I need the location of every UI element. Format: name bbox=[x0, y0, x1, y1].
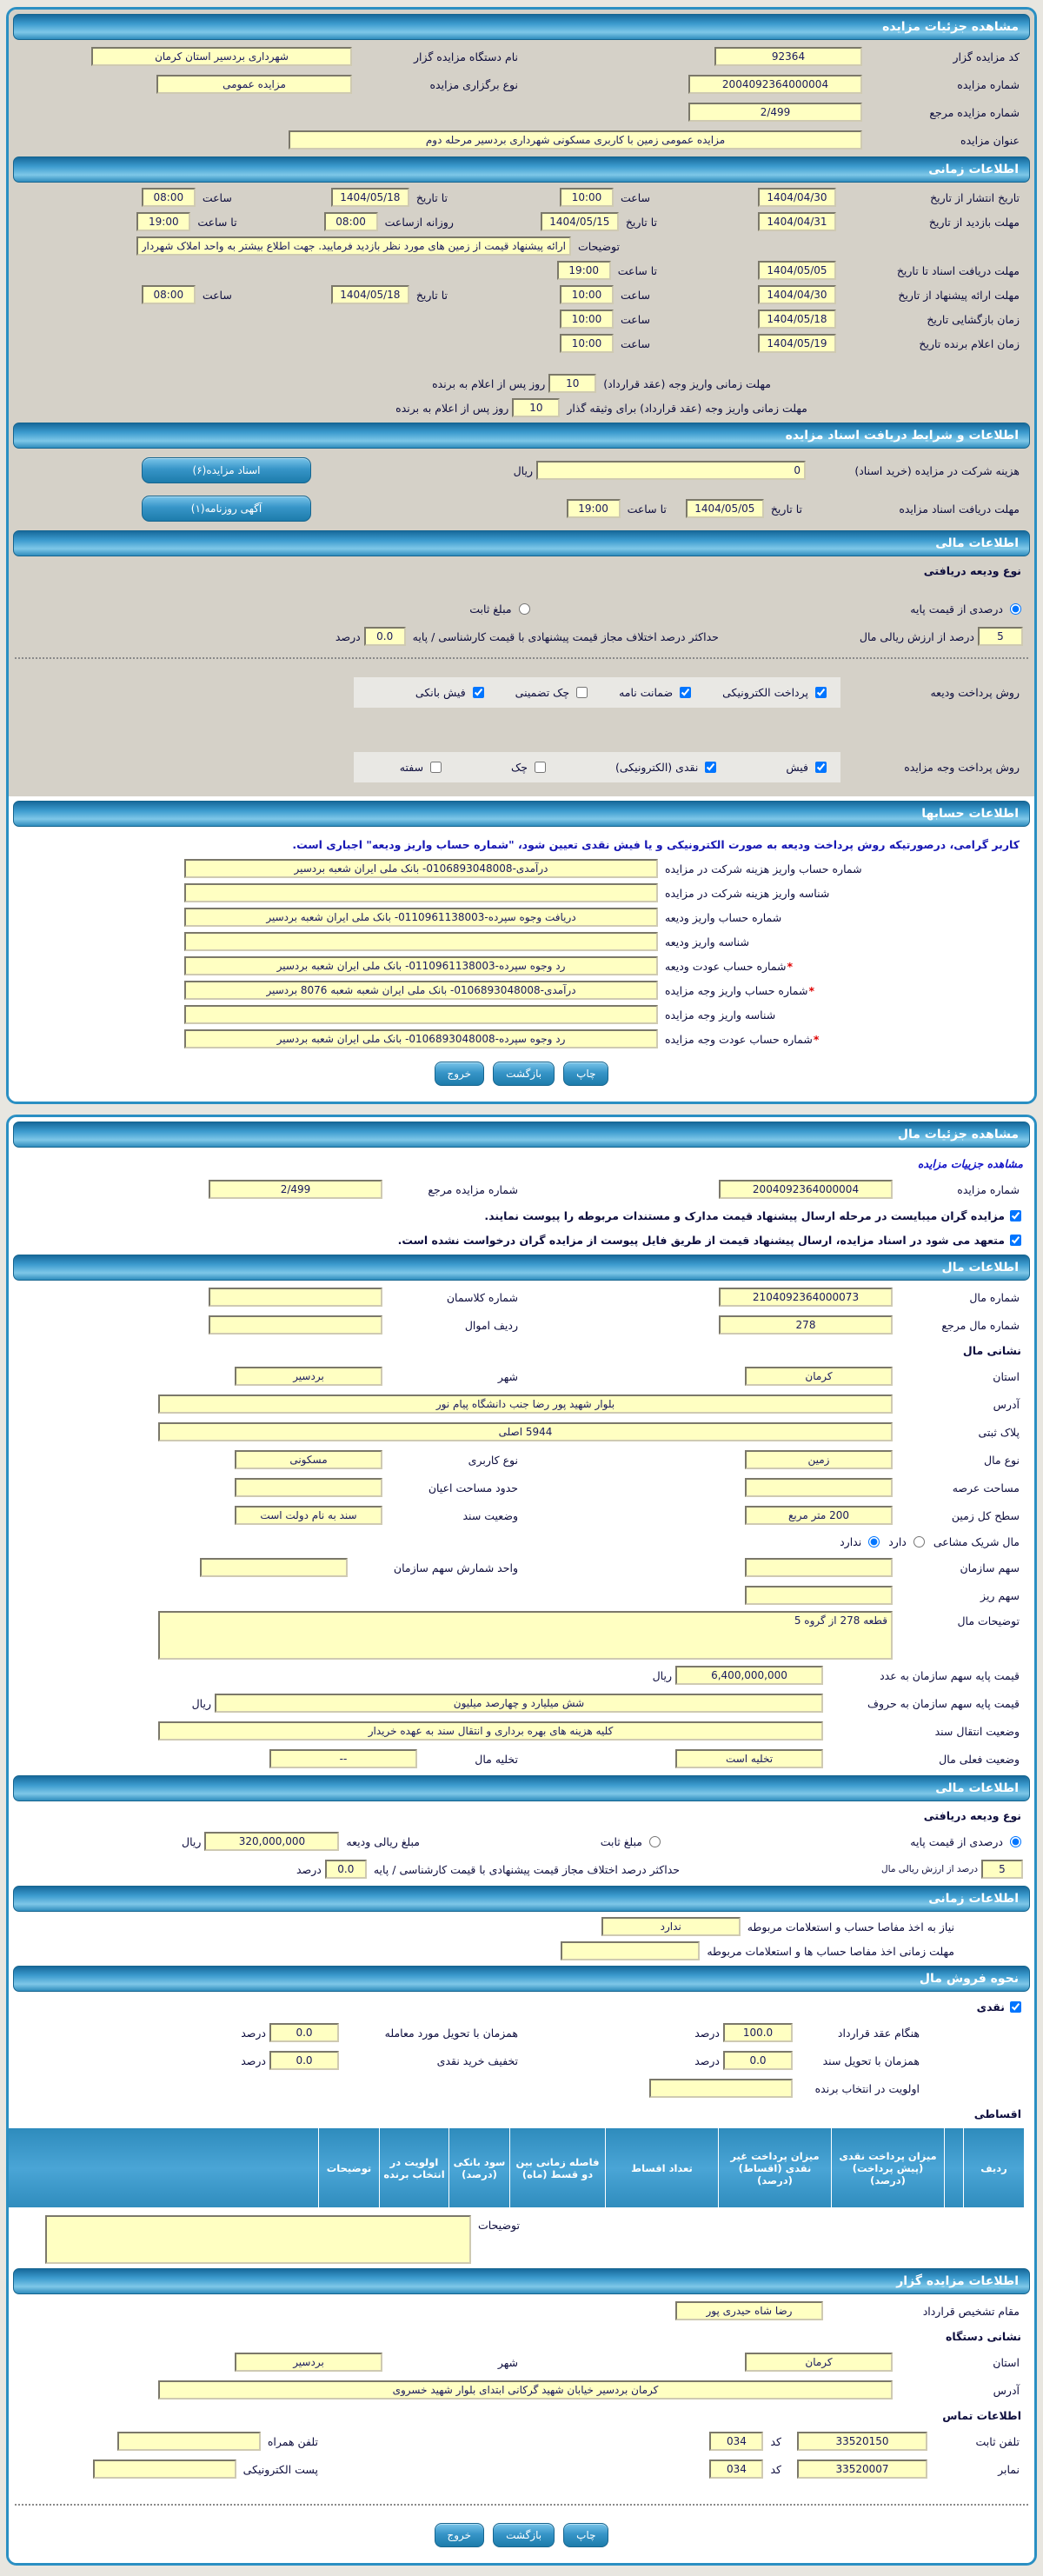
col-priority: اولویت در انتخاب برنده bbox=[380, 2128, 449, 2208]
joint-owner-no-label: ندارد bbox=[840, 1534, 862, 1548]
section-asset-financial-header bbox=[13, 1775, 1030, 1801]
section-accounts-header bbox=[13, 801, 1030, 827]
current-status-label: وضعیت فعلی مال bbox=[939, 1752, 1020, 1766]
timing-section bbox=[11, 185, 1032, 420]
clearance-need-input[interactable] bbox=[601, 1917, 741, 1936]
landline-code-label: کد bbox=[770, 2434, 781, 2448]
section-timing-header bbox=[13, 156, 1030, 183]
publish-to-date-input[interactable] bbox=[331, 188, 409, 207]
at-delivery-input[interactable] bbox=[269, 2023, 339, 2042]
auction-number-label: شماره مزایده bbox=[957, 77, 1020, 91]
opening-time-input[interactable] bbox=[560, 310, 614, 329]
panel-title-asset bbox=[13, 1122, 1030, 1148]
commit-no-file-checkbox[interactable] bbox=[1010, 1235, 1021, 1246]
visit-time-to-input[interactable] bbox=[136, 212, 190, 231]
at-delivery-percent-label: درصد bbox=[241, 2026, 266, 2040]
divider bbox=[15, 657, 1028, 659]
print-button[interactable]: چاپ bbox=[563, 1062, 608, 1086]
asset-maxdiff-label: حداکثر درصد اختلاف مجاز قیمت پیشنهادی با قیمت کارشناسی / پایه bbox=[373, 1862, 681, 1876]
payment-deadline-suffix: روز پس از اعلام به برنده bbox=[432, 376, 546, 390]
winner-date-input[interactable] bbox=[758, 334, 836, 353]
receive-docs-time-input[interactable] bbox=[557, 261, 611, 280]
org-name-input[interactable] bbox=[91, 47, 352, 66]
org-address-input[interactable] bbox=[158, 2380, 893, 2400]
at-contract-label: هنگام عقد قرارداد bbox=[837, 2026, 920, 2040]
section-docs-header bbox=[13, 423, 1030, 449]
auction-payment-id-label: شناسه واریز وجه مزایده bbox=[665, 1008, 776, 1022]
visit-from-date-input[interactable] bbox=[758, 212, 836, 231]
electronic-payment-label: پرداخت الکترونیکی bbox=[722, 685, 808, 699]
fax-label: نمابر bbox=[998, 2462, 1020, 2476]
receive-docs-date-input[interactable] bbox=[758, 261, 836, 280]
asset-maxdiff-input[interactable] bbox=[325, 1860, 367, 1879]
registration-plate-label: پلاک ثبتی bbox=[978, 1425, 1020, 1439]
org-city-input[interactable] bbox=[235, 2353, 382, 2372]
asset-ref-number-label: شماره مال مرجع bbox=[941, 1318, 1020, 1332]
certified-check-checkbox[interactable] bbox=[576, 687, 588, 698]
exit-button[interactable]: خروج bbox=[435, 2523, 485, 2547]
section-docs-title: اطلاعات و شرایط دریافت اسناد مزایده bbox=[785, 429, 1019, 443]
general-section bbox=[11, 43, 1032, 154]
deposit-fixed-radio-label: مبلغ ثابت bbox=[469, 602, 512, 616]
winner-time-input[interactable] bbox=[560, 334, 614, 353]
publish-to-time-input[interactable] bbox=[142, 188, 196, 207]
col-spacer bbox=[945, 2128, 964, 2208]
at-deed-label: همزمان با تحویل سند bbox=[822, 2053, 920, 2067]
auction-payment-account-text: شماره حساب واریز وجه مزایده bbox=[665, 983, 808, 997]
winner-announce-label: زمان اعلام برنده تاریخ bbox=[919, 336, 1020, 350]
asset-maxdiff-percent-label: درصد bbox=[296, 1862, 322, 1876]
timing-desc-label: توضیحات bbox=[578, 239, 620, 253]
publish-to-date-label: تا تاریخ bbox=[415, 190, 448, 204]
deposit-methods-group bbox=[354, 677, 840, 708]
joint-owner-label: مال شریک مشاعی bbox=[933, 1534, 1020, 1548]
current-status-input[interactable] bbox=[675, 1749, 823, 1768]
sale-desc-textarea[interactable] bbox=[45, 2215, 471, 2264]
auction-docs-button[interactable]: اسناد مزایده(۶) bbox=[142, 457, 311, 483]
org-share-input[interactable] bbox=[745, 1558, 893, 1577]
payment-deadline-label: مهلت زمانی واریز وجه (عقد قرارداد) bbox=[603, 376, 771, 390]
landline-label: تلفن ثابت bbox=[975, 2434, 1020, 2448]
joint-owner-yes-label: دارد bbox=[888, 1534, 907, 1548]
cash-sale-label: نقدی bbox=[976, 2000, 1005, 2014]
visit-daily-label: روزانه ازساعت bbox=[384, 215, 454, 229]
certified-check-label: چک تضمینی bbox=[515, 685, 570, 699]
panel-title-asset-text: مشاهده جزئیات مال bbox=[897, 1128, 1019, 1142]
electronic-payment-checkbox[interactable] bbox=[815, 687, 827, 698]
section-asset-financial-title: اطلاعات مالی bbox=[935, 1781, 1019, 1795]
fax-input[interactable] bbox=[797, 2460, 927, 2479]
panel1-buttons bbox=[11, 1051, 1032, 1093]
at-contract-input[interactable] bbox=[723, 2023, 793, 2042]
auction-type-label: نوع برگزاری مزایده bbox=[429, 77, 518, 91]
contract-authority-label: مقام تشخیص قرارداد bbox=[922, 2304, 1020, 2318]
docs-deadline-hour-label: تا ساعت bbox=[627, 502, 667, 516]
deposit-percent-radio-label: درصدی از قیمت پایه bbox=[910, 602, 1003, 616]
auction-type-input[interactable] bbox=[156, 75, 352, 94]
asset-auction-ref-label: شماره مزایده مرجع bbox=[428, 1182, 518, 1196]
asset-province-input[interactable] bbox=[745, 1367, 893, 1386]
offer-to-hour-label: ساعت bbox=[202, 288, 232, 302]
panel-title-auction bbox=[13, 14, 1030, 40]
share-detail-label: سهم ریز bbox=[980, 1588, 1020, 1602]
deposit-account-label: شماره حساب واریز ودیعه bbox=[665, 910, 782, 924]
docs-deadline-time-input[interactable] bbox=[567, 499, 621, 518]
deposit-id-input[interactable] bbox=[184, 932, 658, 951]
asset-desc-textarea[interactable] bbox=[158, 1611, 893, 1660]
receive-docs-hour-label: تا ساعت bbox=[617, 263, 657, 277]
org-province-label: استان bbox=[993, 2355, 1020, 2369]
asset-timing-section bbox=[11, 1914, 1032, 1963]
fee-deposit-id-input[interactable] bbox=[184, 883, 658, 902]
col-noncash-payment: میزان پرداخت غیر نقدی (اقساط) (درصد) bbox=[719, 2128, 832, 2208]
accounts-section bbox=[11, 856, 1032, 1051]
section-sale-header bbox=[13, 1966, 1030, 1992]
auction-payment-methods-label: روش پرداخت وجه مزایده bbox=[904, 760, 1020, 774]
asset-ref-number-input[interactable] bbox=[719, 1315, 893, 1335]
fax-code-label: کد bbox=[770, 2462, 781, 2476]
deposit-type-heading: نوع ودیعه دریافتی bbox=[923, 564, 1021, 577]
share-unit-input[interactable] bbox=[200, 1558, 348, 1577]
asset-city-input[interactable] bbox=[235, 1367, 382, 1386]
timing-desc-input[interactable] bbox=[136, 236, 571, 256]
cash-discount-percent-label: درصد bbox=[241, 2053, 266, 2067]
payment-deadline2-label: مهلت زمانی واریز وجه (عقد قرارداد) برای وثیقه گذار bbox=[567, 401, 807, 415]
org-city-label: شهر bbox=[497, 2355, 518, 2369]
asset-deposit-type-heading: نوع ودیعه دریافتی bbox=[923, 1809, 1021, 1822]
payment-deadline-days-input[interactable] bbox=[548, 374, 596, 393]
asset-row-input[interactable] bbox=[209, 1315, 382, 1335]
share-unit-label: واحد شمارش سهم سازمان bbox=[393, 1561, 518, 1574]
back-button[interactable]: بازگشت bbox=[493, 1062, 555, 1086]
publish-from-hour-label: ساعت bbox=[620, 190, 650, 204]
auctioneer-code-label: کد مزایده گزار bbox=[953, 50, 1020, 63]
publish-from-date-input[interactable] bbox=[758, 188, 836, 207]
org-name-label: نام دستگاه مزایده گزار bbox=[413, 50, 518, 63]
asset-deposit-fixed-radio-label: مبلغ ثابت bbox=[600, 1834, 642, 1848]
deposit-fixed-radio[interactable] bbox=[519, 603, 530, 615]
sale-desc-label: توضیحات bbox=[478, 2219, 520, 2232]
section-sale-title: نحوه فروش مال bbox=[919, 1972, 1019, 1986]
docs-deadline-label: مهلت دریافت اسناد مزایده bbox=[899, 502, 1020, 516]
deposit-amount-label: مبلغ ریالی ودیعه bbox=[346, 1834, 420, 1848]
auction-details-link[interactable]: مشاهده جزییات مزایده bbox=[917, 1156, 1023, 1170]
offer-from-date-input[interactable] bbox=[758, 285, 836, 304]
deposit-percent-radio[interactable] bbox=[1010, 603, 1021, 615]
offer-from-time-input[interactable] bbox=[560, 285, 614, 304]
clearance-deadline-input[interactable] bbox=[561, 1941, 700, 1960]
asset-number-label: شماره مال bbox=[969, 1290, 1020, 1304]
deposit-return-account-input[interactable] bbox=[184, 956, 658, 975]
fee-deposit-account-label: شماره حساب واریز هزینه شرکت در مزایده bbox=[665, 862, 862, 875]
usage-type-input[interactable] bbox=[235, 1450, 382, 1469]
maxdiff-input[interactable] bbox=[364, 627, 406, 646]
fee-deposit-id-label: شناسه واریز هزینه شرکت در مزایده bbox=[665, 886, 830, 900]
building-area-label: حدود مساحت اعیان bbox=[428, 1481, 518, 1494]
clearance-deadline-label: مهلت زمانی اخذ مفاصا حساب ها و استعلامات مربوطه bbox=[707, 1944, 954, 1958]
back-button[interactable]: بازگشت bbox=[493, 2523, 555, 2547]
winner-priority-input[interactable] bbox=[649, 2079, 793, 2098]
deposit-amount-input[interactable] bbox=[204, 1832, 339, 1851]
asset-percent-value-label: درصد از ارزش ریالی مال bbox=[881, 1864, 978, 1874]
deed-status-label: وضعیت سند bbox=[462, 1508, 518, 1522]
section-asset-timing-title: اطلاعات زمانی bbox=[928, 1892, 1019, 1906]
visit-time-to-label: تا ساعت bbox=[197, 215, 237, 229]
col-installment-count: تعداد اقساط bbox=[606, 2128, 719, 2208]
asset-city-label: شهر bbox=[497, 1369, 518, 1383]
check-label: چک bbox=[511, 760, 528, 774]
payment-deadline2-days-input[interactable] bbox=[512, 398, 560, 417]
payment-deadline2-suffix: روز پس از اعلام به برنده bbox=[395, 401, 509, 415]
base-price-input[interactable] bbox=[675, 1666, 823, 1685]
offer-from-hour-label: ساعت bbox=[620, 288, 650, 302]
visit-time-from-input[interactable] bbox=[324, 212, 378, 231]
col-row: ردیف bbox=[964, 2128, 1025, 2208]
contract-authority-input[interactable] bbox=[675, 2301, 823, 2320]
deposit-return-account-text: شماره حساب عودت ودیعه bbox=[665, 959, 787, 973]
asset-deposit-fixed-radio[interactable] bbox=[649, 1836, 661, 1847]
section-asset-title: اطلاعات مال bbox=[941, 1261, 1019, 1275]
receive-docs-label: مهلت دریافت اسناد تا تاریخ bbox=[896, 263, 1020, 277]
winner-priority-label: اولویت در انتخاب برنده bbox=[814, 2081, 920, 2095]
auction-payment-account-label bbox=[658, 984, 910, 997]
auction-return-account-label bbox=[658, 1033, 910, 1046]
auction-title-input[interactable] bbox=[289, 130, 862, 150]
guarantee-letter-checkbox[interactable] bbox=[680, 687, 691, 698]
total-land-input[interactable] bbox=[745, 1506, 893, 1525]
cash-discount-label: تخفیف خرید نقدی bbox=[436, 2053, 518, 2067]
evacuation-label: تخلیه مال bbox=[475, 1752, 518, 1766]
at-contract-percent-label: درصد bbox=[694, 2026, 720, 2040]
opening-hour-label: ساعت bbox=[620, 312, 650, 326]
share-detail-input[interactable] bbox=[745, 1586, 893, 1605]
asset-section bbox=[11, 1283, 1032, 1773]
evacuation-input[interactable] bbox=[269, 1749, 417, 1768]
required-star: * bbox=[787, 959, 794, 973]
joint-owner-no-radio[interactable] bbox=[868, 1536, 880, 1548]
deposit-percent-value-input[interactable] bbox=[978, 627, 1023, 646]
base-price-rial-label: ریال bbox=[652, 1668, 672, 1682]
joint-owner-yes-radio[interactable] bbox=[913, 1536, 925, 1548]
divider bbox=[15, 2504, 1028, 2506]
org-province-input[interactable] bbox=[745, 2353, 893, 2372]
promissory-note-label: سفته bbox=[399, 760, 424, 774]
check-checkbox[interactable] bbox=[535, 762, 546, 773]
section-announcer-header bbox=[13, 2268, 1030, 2294]
panel2-buttons bbox=[11, 2513, 1032, 2554]
bank-receipt-checkbox[interactable] bbox=[473, 687, 484, 698]
visit-to-date-input[interactable] bbox=[541, 212, 619, 231]
usage-type-label: نوع کاربری bbox=[468, 1453, 518, 1467]
asset-percent-value-input[interactable] bbox=[981, 1860, 1023, 1879]
col-empty bbox=[6, 2128, 319, 2208]
col-notes: توضیحات bbox=[319, 2128, 380, 2208]
col-cash-payment: میزان پرداخت نقدی (پیش پرداخت) (درصد) bbox=[832, 2128, 945, 2208]
deed-transfer-input[interactable] bbox=[158, 1721, 823, 1741]
auction-ref-input[interactable] bbox=[688, 103, 862, 122]
participation-fee-input[interactable] bbox=[536, 461, 806, 480]
offer-to-date-label: تا تاریخ bbox=[415, 288, 448, 302]
at-delivery-label: همزمان با تحویل مورد معامله bbox=[384, 2026, 518, 2040]
at-deed-percent-label: درصد bbox=[694, 2053, 720, 2067]
section-timing-title: اطلاعات زمانی bbox=[928, 163, 1019, 176]
installment-heading: اقساطی bbox=[973, 2107, 1021, 2120]
required-star: * bbox=[808, 983, 815, 997]
attach-docs-checkbox[interactable] bbox=[1010, 1210, 1021, 1221]
org-share-label: سهم سازمان bbox=[960, 1561, 1020, 1574]
asset-auction-ref-input[interactable] bbox=[209, 1180, 382, 1199]
print-button[interactable]: چاپ bbox=[563, 2523, 608, 2547]
announcer-section bbox=[11, 2297, 1032, 2483]
auction-payment-account-input[interactable] bbox=[184, 981, 658, 1000]
fee-deposit-account-input[interactable] bbox=[184, 859, 658, 878]
asset-deposit-percent-radio[interactable] bbox=[1010, 1836, 1021, 1847]
auction-title-label: عنوان مزایده bbox=[960, 133, 1020, 147]
accounts-notice: کاربر گرامی، درصورتیکه روش پرداخت ودیعه به صورت الکترونیکی و یا فیش نقدی تعیین شود، "شماره حساب واریز ودیعه" اجباری است. bbox=[292, 838, 1020, 851]
registration-plate-input[interactable] bbox=[158, 1422, 893, 1441]
financial-section bbox=[11, 559, 1032, 793]
asset-province-label: استان bbox=[993, 1369, 1020, 1383]
email-input[interactable] bbox=[93, 2460, 236, 2479]
offer-to-date-input[interactable] bbox=[331, 285, 409, 304]
org-address-label: آدرس bbox=[993, 2383, 1020, 2397]
deposit-return-account-label bbox=[658, 960, 910, 973]
docs-section bbox=[11, 451, 1032, 528]
classification-number-label: شماره کلاسمان bbox=[446, 1290, 518, 1304]
asset-type-input[interactable] bbox=[745, 1450, 893, 1469]
section-financial-header bbox=[13, 530, 1030, 556]
asset-details-panel bbox=[6, 1115, 1037, 2566]
section-accounts-title: اطلاعات حسابها bbox=[921, 807, 1019, 821]
mobile-label: تلفن همراه bbox=[267, 2434, 318, 2448]
contact-heading: اطلاعات تماس bbox=[942, 2409, 1021, 2422]
section-announcer-title: اطلاعات مزایده گزار bbox=[896, 2274, 1019, 2288]
auction-number-input[interactable] bbox=[688, 75, 862, 94]
sale-section bbox=[11, 1994, 1032, 2266]
landline-code-input[interactable] bbox=[709, 2432, 763, 2451]
asset-auction-number-input[interactable] bbox=[719, 1180, 893, 1199]
asset-type-label: نوع مال bbox=[984, 1453, 1020, 1467]
visit-date-label: مهلت بازدید از تاریخ bbox=[928, 215, 1020, 229]
fish-checkbox[interactable] bbox=[815, 762, 827, 773]
at-deed-input[interactable] bbox=[723, 2051, 793, 2070]
cash-electronic-checkbox[interactable] bbox=[705, 762, 716, 773]
auction-payment-id-input[interactable] bbox=[184, 1005, 658, 1024]
asset-deposit-percent-radio-label: درصدی از قیمت پایه bbox=[910, 1834, 1003, 1848]
offer-deadline-label: مهلت ارائه پیشنهاد از تاریخ bbox=[898, 288, 1020, 302]
deposit-account-input[interactable] bbox=[184, 908, 658, 927]
guarantee-letter-label: ضمانت نامه bbox=[619, 685, 674, 699]
auction-return-account-input[interactable] bbox=[184, 1029, 658, 1048]
fax-code-input[interactable] bbox=[709, 2460, 763, 2479]
visit-to-date-label: تا تاریخ bbox=[625, 215, 657, 229]
opening-time-label: زمان بازگشایی تاریخ bbox=[927, 312, 1020, 326]
asset-address-heading: نشانی مال bbox=[962, 1344, 1021, 1357]
promissory-note-checkbox[interactable] bbox=[430, 762, 442, 773]
auction-return-account-text: شماره حساب عودت وجه مزایده bbox=[665, 1032, 813, 1046]
installments-table bbox=[6, 2127, 1025, 2208]
asset-address-input[interactable] bbox=[158, 1395, 893, 1414]
building-area-input[interactable] bbox=[235, 1478, 382, 1497]
asset-number-input[interactable] bbox=[719, 1288, 893, 1307]
base-price-words-input[interactable] bbox=[215, 1694, 823, 1713]
required-star: * bbox=[813, 1032, 820, 1046]
asset-address-label: آدرس bbox=[993, 1397, 1020, 1411]
asset-desc-label: توضیحات مال bbox=[957, 1614, 1020, 1627]
auction-ref-label: شماره مزایده مرجع bbox=[929, 105, 1020, 119]
deposit-percent-value-label: درصد از ارزش ریالی مال bbox=[859, 629, 974, 643]
publish-to-hour-label: ساعت bbox=[202, 190, 232, 204]
col-interval: فاصله زمانی بین دو قسط (ماه) bbox=[510, 2128, 606, 2208]
total-land-label: سطح کل زمین bbox=[951, 1508, 1020, 1522]
cash-electronic-label: نقدی (الکترونیکی) bbox=[615, 760, 699, 774]
asset-financial-section bbox=[11, 1804, 1032, 1883]
section-financial-title: اطلاعات مالی bbox=[935, 536, 1019, 550]
docs-deadline-date-label: تا تاریخ bbox=[770, 502, 802, 516]
cash-discount-input[interactable] bbox=[269, 2051, 339, 2070]
deed-transfer-label: وضعیت انتقال سند bbox=[934, 1724, 1020, 1738]
publish-date-label: تاریخ انتشار از تاریخ bbox=[930, 190, 1020, 204]
classification-number-input[interactable] bbox=[209, 1288, 382, 1307]
opening-date-input[interactable] bbox=[758, 310, 836, 329]
land-area-label: مساحت عرصه bbox=[952, 1481, 1020, 1494]
org-address-heading: نشانی دستگاه bbox=[946, 2330, 1021, 2343]
col-bank-interest: سود بانکی (درصد) bbox=[449, 2128, 510, 2208]
panel-title-text: مشاهده جزئیات مزایده bbox=[882, 20, 1019, 34]
land-area-input[interactable] bbox=[745, 1478, 893, 1497]
maxdiff-percent-label: درصد bbox=[335, 629, 361, 643]
asset-auction-number-label: شماره مزایده bbox=[957, 1182, 1020, 1196]
base-price-words-label: قیمت پایه سهم سازمان به حروف bbox=[867, 1696, 1020, 1710]
deposit-id-label: شناسه واریز ودیعه bbox=[665, 935, 749, 949]
maxdiff-label: حداکثر درصد اختلاف مجاز قیمت پیشنهادی با قیمت کارشناسی / پایه bbox=[412, 629, 719, 643]
email-label: پست الکترونیکی bbox=[242, 2462, 318, 2476]
landline-input[interactable] bbox=[797, 2432, 927, 2451]
deed-status-input[interactable] bbox=[235, 1506, 382, 1525]
commit-no-file-label: متعهد می شود در اسناد مزایده، ارسال پیشنهاد قیمت از طریق فایل پیوست از مزایده گران درخواست نشده است. bbox=[397, 1233, 1005, 1247]
auctioneer-code-input[interactable] bbox=[714, 47, 862, 66]
deposit-methods-label: روش پرداخت ودیعه bbox=[930, 685, 1020, 699]
mobile-input[interactable] bbox=[117, 2432, 261, 2451]
attach-docs-label: مزایده گران میبایست در مرحله ارسال پیشنهاد قیمت مدارک و مستندات مربوطه را پیوست نمایند. bbox=[484, 1208, 1005, 1222]
deposit-amount-rial-label: ریال bbox=[182, 1834, 202, 1848]
exit-button[interactable]: خروج bbox=[435, 1062, 485, 1086]
participation-fee-label: هزینه شرکت در مزایده (خرید اسناد) bbox=[854, 463, 1020, 477]
section-asset-header bbox=[13, 1255, 1030, 1281]
section-asset-timing-header bbox=[13, 1886, 1030, 1912]
installments-header-row bbox=[6, 2128, 1025, 2208]
bank-receipt-label: فیش بانکی bbox=[415, 685, 466, 699]
auction-details-panel bbox=[6, 7, 1037, 1104]
auction-payment-methods-group bbox=[354, 752, 840, 782]
asset-row-label: ردیف اموال bbox=[464, 1318, 518, 1332]
offer-to-time-input[interactable] bbox=[142, 285, 196, 304]
base-price-words-rial-label: ریال bbox=[191, 1696, 211, 1710]
fee-rial-label: ریال bbox=[513, 463, 533, 477]
fish-label: فیش bbox=[786, 760, 808, 774]
cash-sale-checkbox[interactable] bbox=[1010, 2001, 1021, 2013]
clearance-need-label: نیاز به اخذ مفاصا حساب و استعلامات مربوطه bbox=[747, 1920, 954, 1934]
base-price-label: قیمت پایه سهم سازمان به عدد bbox=[880, 1668, 1020, 1682]
docs-deadline-date-input[interactable] bbox=[686, 499, 764, 518]
winner-hour-label: ساعت bbox=[620, 336, 650, 350]
publish-from-time-input[interactable] bbox=[560, 188, 614, 207]
newspaper-ad-button[interactable]: آگهی روزنامه(۱) bbox=[142, 496, 311, 522]
